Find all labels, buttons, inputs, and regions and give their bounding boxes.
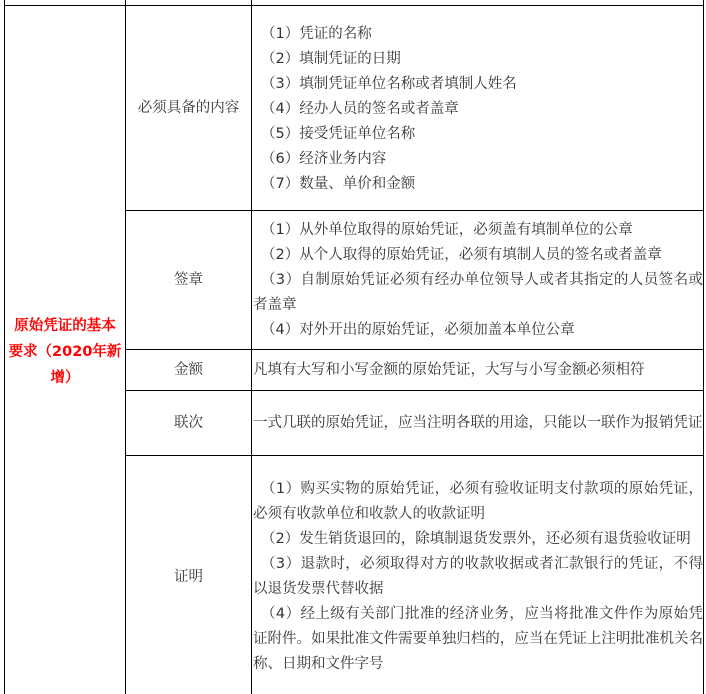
content-seal	[252, 211, 704, 350]
content-line: （6）经济业务内容	[261, 150, 387, 167]
content-line: （1）购买实物的原始凭证，必须有验收证明支付款项的原始凭证，必须有收款单位和收款人的收款证明	[253, 481, 703, 522]
content-line: （2）发生销货退回的，除填制退货发票外，还必须有退货验收证明	[261, 531, 691, 547]
content-line: （4）经办人员的签名或者盖章	[261, 100, 459, 117]
group-label-line-2: 要求（2020年新	[8, 344, 122, 360]
content-line: （3）自制原始凭证必须有经办单位领导人或者其指定的人员签名或者盖章	[253, 271, 703, 313]
content-line: （2）填制凭证的日期	[261, 50, 401, 67]
group-label-line-1: 原始凭证的基本	[14, 318, 116, 334]
content-line: （7）数量、单价和金额	[261, 175, 416, 192]
item-label-proof: 证明	[126, 456, 252, 694]
content-line: （3）填制凭证单位名称或者填制人姓名	[261, 75, 517, 92]
item-label-required-content: 必须具备的内容	[126, 6, 252, 211]
group-label-line-3: 增）	[50, 370, 80, 386]
content-line: （5）接受凭证单位名称	[261, 125, 416, 142]
content-amount	[252, 350, 704, 391]
item-label-seal: 签章	[126, 211, 252, 350]
content-line: 凡填有大写和小写金额的原始凭证，大写与小写金额必须相符	[253, 361, 645, 378]
content-copies	[252, 391, 704, 456]
content-line: （3）退款时，必须取得对方的收款收据或者汇款银行的凭证，不得以退货发票代替收据	[253, 556, 703, 597]
item-label-copies: 联次	[126, 391, 252, 456]
content-line: （4）对外开出的原始凭证，必须加盖本单位公章	[261, 321, 575, 338]
content-line: （1）凭证的名称	[261, 25, 372, 42]
requirements-table	[4, 0, 704, 694]
item-label-amount: 金额	[126, 350, 252, 391]
group-label-cell	[5, 6, 126, 694]
content-line: （4）经上级有关部门批准的经济业务，应当将批准文件作为原始凭证附件。如果批准文件需要单独归档的，应当在凭证上注明批准机关名称、日期和文件字号	[253, 606, 703, 672]
content-line: （1）从外单位取得的原始凭证，必须盖有填制单位的公章	[261, 221, 633, 238]
table-row-required-content	[5, 6, 704, 211]
content-proof	[252, 456, 704, 694]
content-required-content	[252, 6, 704, 211]
content-line: 一式几联的原始凭证，应当注明各联的用途，只能以一联作为报销凭证	[253, 414, 703, 431]
content-line: （2）从个人取得的原始凭证，必须有填制人员的签名或者盖章	[261, 246, 662, 263]
